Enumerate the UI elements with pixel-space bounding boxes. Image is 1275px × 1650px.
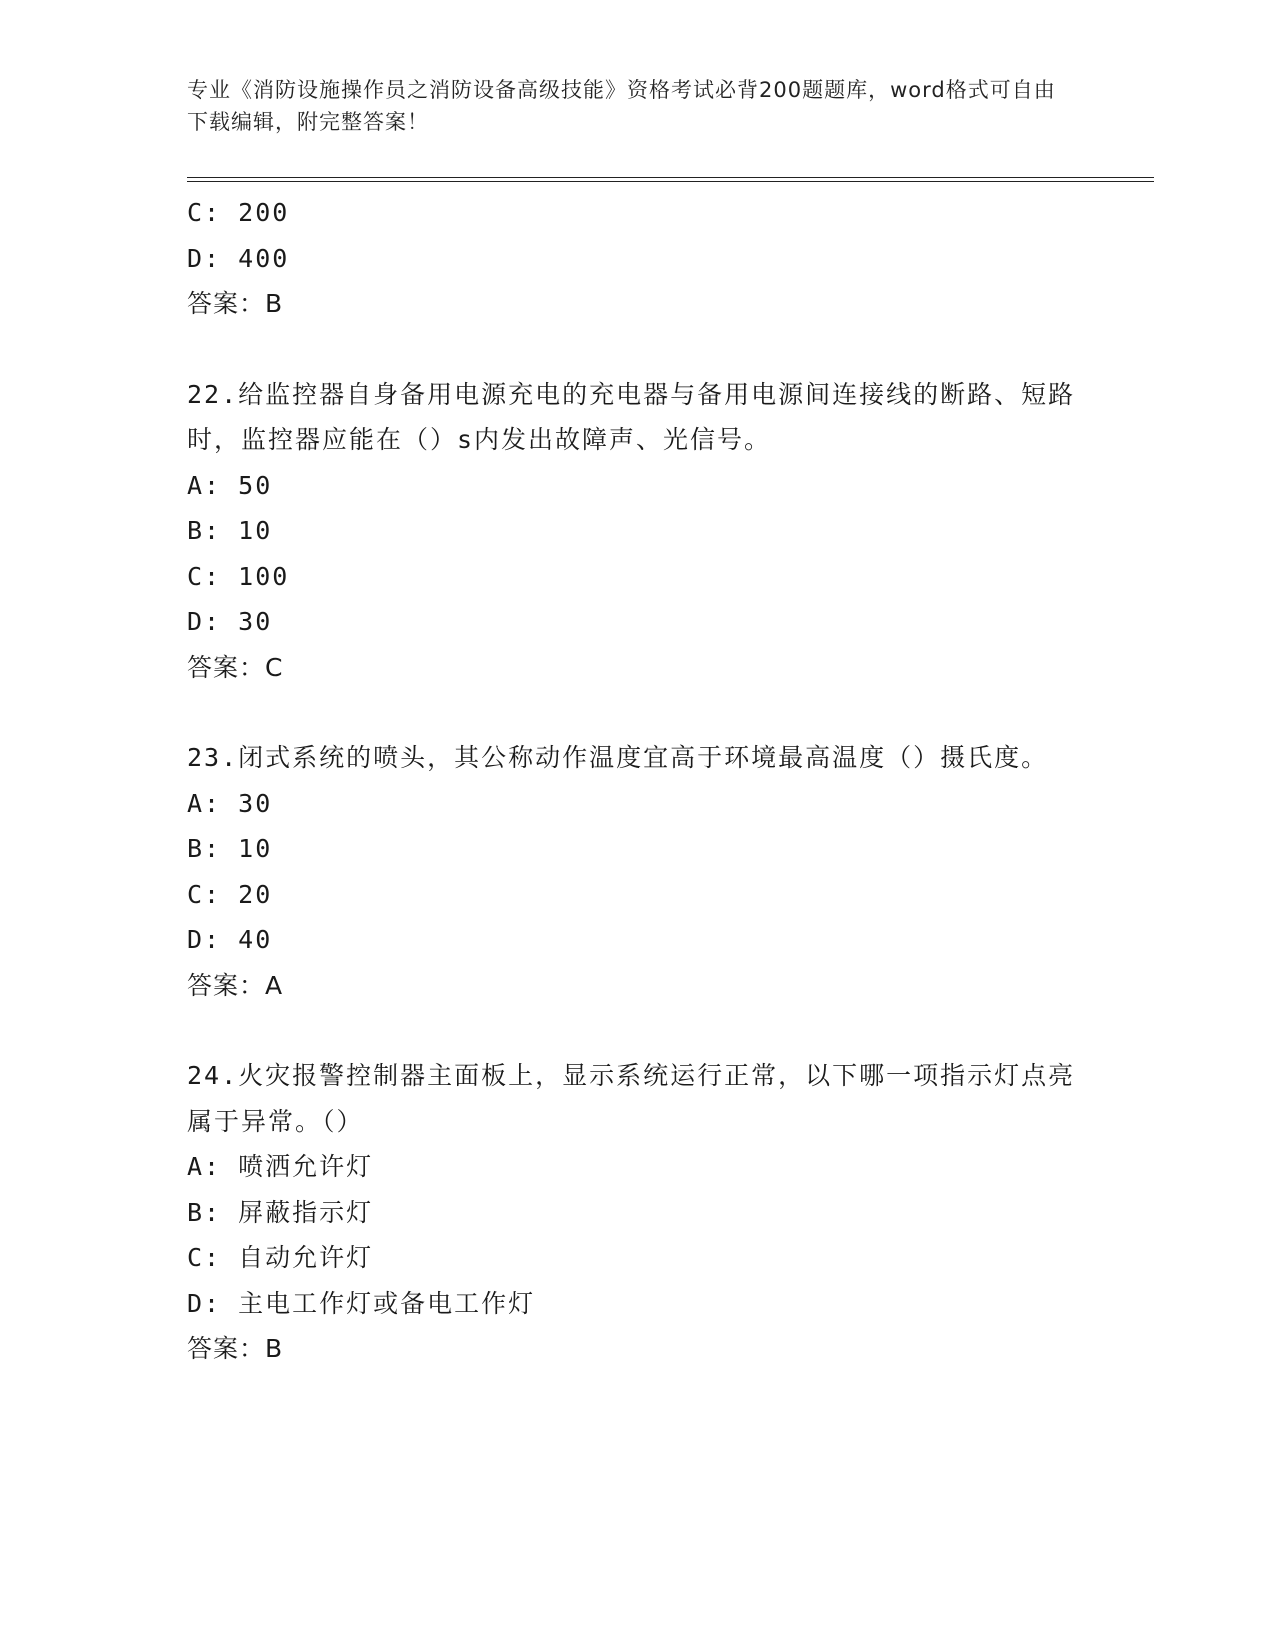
option-d: D: 400 [187,243,290,273]
document-header: 专业《消防设施操作员之消防设备高级技能》资格考试必背200题题库，word格式可自由下载编辑，附完整答案！ [187,78,1056,134]
question-23 [187,735,1087,1008]
question-stem: 22.给监控器自身备用电源充电的充电器与备用电源间连接线的断路、短路时，监控器应能在（）s内发出故障声、光信号。 [187,379,1076,454]
option-b: B: 10 [187,834,273,863]
option-c: C: 自动允许灯 [187,1243,374,1272]
option-a: A: 30 [187,788,273,818]
question-24 [187,1053,1087,1372]
answer-line: 答案：C [187,652,284,682]
header-divider [187,177,1154,182]
option-b: B: 屏蔽指示灯 [187,1197,374,1227]
answer-line: 答案：B [187,289,284,318]
document-body [187,190,1087,1372]
answer-line: 答案：B [187,1334,284,1363]
option-d: D: 30 [187,607,273,636]
question-stem: 23.闭式系统的喷头，其公称动作温度宜高于环境最高温度（）摄氏度。 [187,743,1049,772]
top-question-fragment [187,190,1087,327]
question-22 [187,372,1087,691]
option-a: A: 50 [187,470,273,500]
option-c: C: 20 [187,879,273,909]
option-c: C: 100 [187,561,290,591]
option-d: D: 40 [187,925,273,954]
option-a: A: 喷洒允许灯 [187,1152,374,1181]
option-d: D: 主电工作灯或备电工作灯 [187,1288,536,1318]
option-c: C: 200 [187,198,290,227]
question-stem: 24.火灾报警控制器主面板上，显示系统运行正常，以下哪一项指示灯点亮属于异常。（） [187,1061,1076,1136]
answer-line: 答案：A [187,970,284,1000]
option-b: B: 10 [187,516,273,545]
